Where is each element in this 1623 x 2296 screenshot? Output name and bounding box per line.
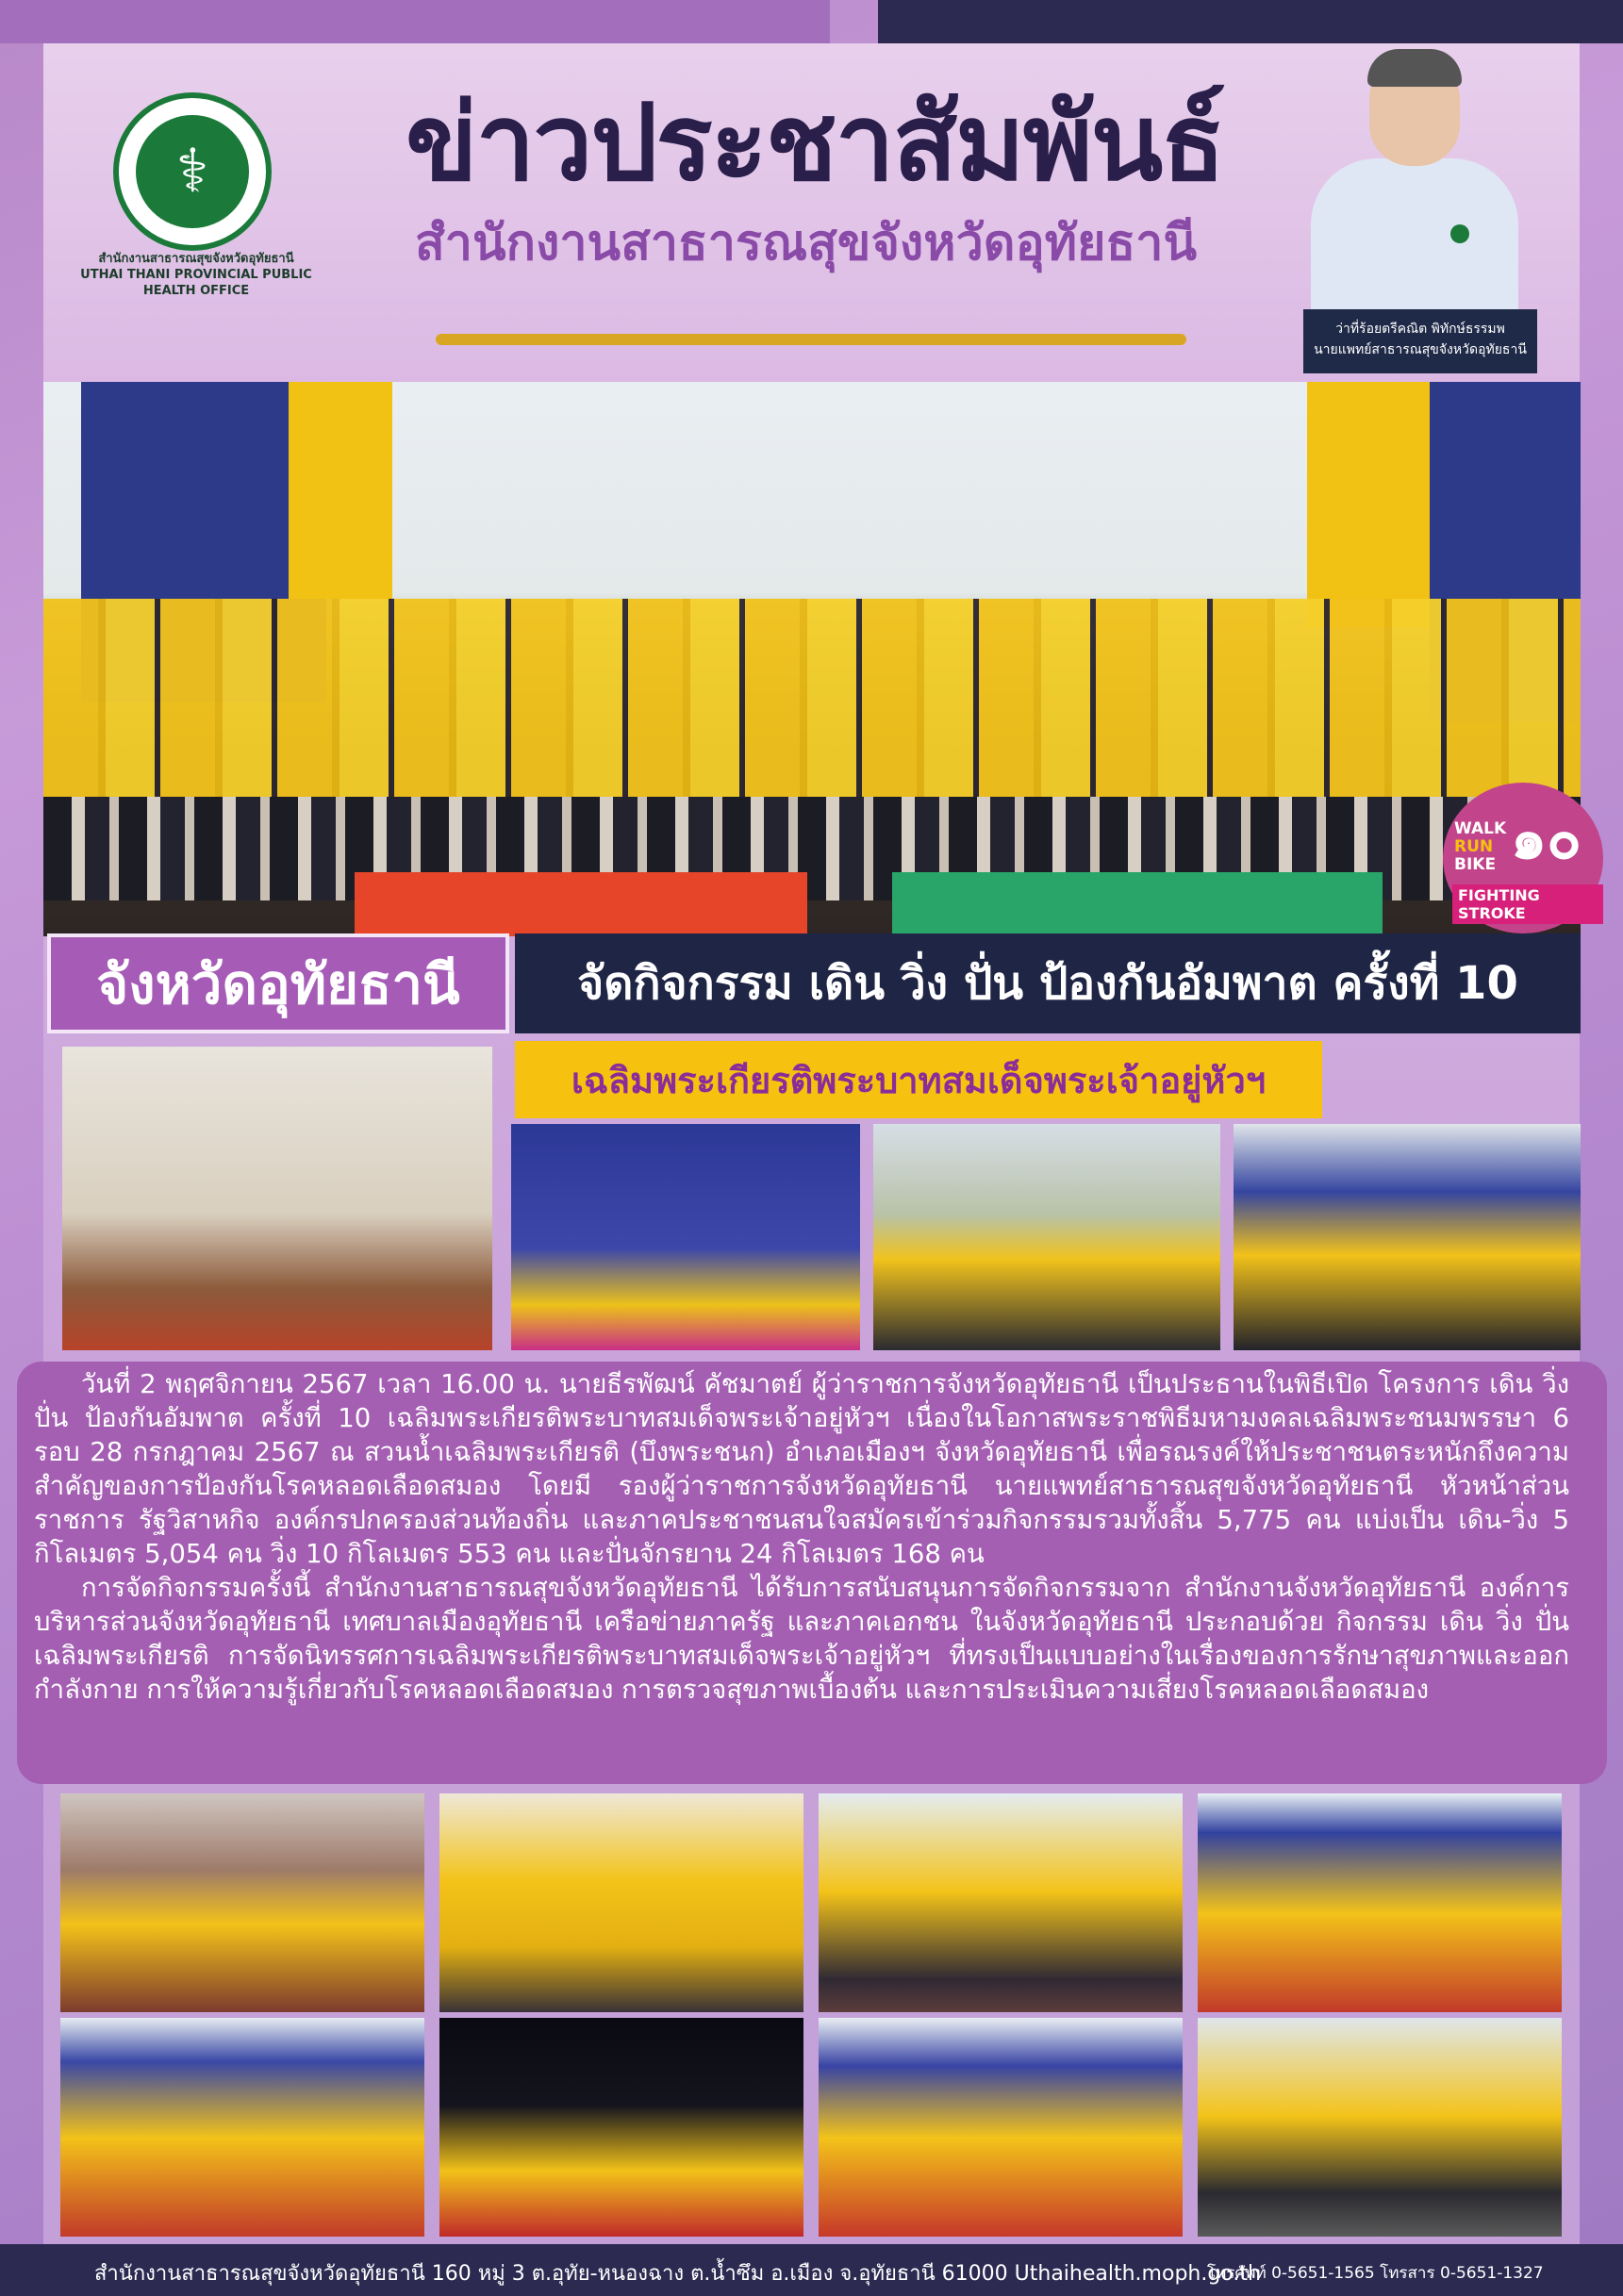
ministry-logo [113,92,272,251]
gallery-photo-start-line [60,2018,424,2237]
participants-group [43,599,1581,797]
main-event-photo [43,382,1581,936]
top-right-band [878,0,1623,43]
green-carpet [892,872,1383,936]
person-title: นายแพทย์สาธารณสุขจังหวัดอุทัยธานี [1314,342,1527,357]
badge-tagline: FIGHTING STROKE [1452,884,1603,924]
portrait-caption [1303,309,1537,373]
photo-officials-badge [873,1124,1220,1350]
gallery-photo-bike-riders [1198,2018,1562,2237]
headline-title: จัดกิจกรรม เดิน วิ่ง ปั่น ป้องกันอัมพาต ครั้งที่ 10 [515,933,1581,1033]
emblem-icon [1450,224,1469,243]
gallery-photo-crowd [439,1793,803,2012]
top-left-band [0,0,830,43]
province-label: จังหวัดอุทัยธานี [47,933,509,1033]
headline-subtitle: เฉลิมพระเกียรติพระบาทสมเด็จพระเจ้าอยู่หัวฯ [515,1041,1322,1118]
page-title: ข่าวประชาสัมพันธ์ [406,82,1224,205]
red-carpet [355,872,807,936]
page-subtitle: สำนักงานสาธารณสุขจังหวัดอุทัยธานี [415,215,1198,272]
walk-run-bike-badge: WALK RUN BIKE ๑๐ FIGHTING STROKE [1443,783,1603,933]
photo-group-stage [1234,1124,1581,1350]
gallery-photo-aerobics [60,1793,424,2012]
photo-ceremony-altar [62,1047,492,1350]
article-body [34,1367,1569,1707]
footer-phone: โทรศัพท์ 0-5651-1565 โทรสาร 0-5651-1327 [1207,2264,1544,2283]
person-name: ว่าที่ร้อยตรีคณิต พิทักษ์ธรรมพ [1335,322,1505,337]
article-paragraph-1: วันที่ 2 พฤศจิกายน 2567 เวลา 16.00 น. นายธีรพัฒน์ คัชมาตย์ ผู้ว่าราชการจังหวัดอุทัยธานี เป็นประธานในพิธีเปิด โครงการ เดิน วิ่ง ปั่น ป้องกันอัมพาต ครั้งที่ 10 เฉลิมพระเกียรติพระบาทสมเด็จพระเจ้าอยู่หัวฯ เนื่องในโอกาสพระราชพิธีมหามงคลเฉลิมพระชนมพรรษา 6 รอบ 28 กรกฎาคม 2567 ณ สวนน้ำเฉลิมพระเกียรติ (บึงพระชนก) อำเภอเมืองฯ จังหวัดอุทัยธานี เพื่อรณรงค์ให้ประชาชนตระหนักถึงความสำคัญของการป้องกันโรคหลอดเลือดสมอง โดยมี รองผู้ว่าราชการจังหวัดอุทัยธานี นายแพทย์สาธารณสุขจังหวัดอุทัยธานี หัวหน้าส่วนราชการ รัฐวิสาหกิจ องค์กรปกครองส่วนท้องถิ่น และภาคประชาชนสนใจสมัครเข้าร่วมกิจกรรมรวมทั้งสิ้น 5,775 คน แบ่งเป็น เดิน-วิ่ง 5 กิโลเมตร 5,054 คน วิ่ง 10 กิโลเมตร 553 คน และปั่นจักรยาน 24 กิโลเมตร 168 คน [34,1369,1569,1569]
article-paragraph-2: การจัดกิจกรรมครั้งนี้ สำนักงานสาธารณสุขจังหวัดอุทัยธานี ได้รับการสนับสนุนการจัดกิจกรรมจาก สำนักงานจังหวัดอุทัยธานี องค์การบริหารส่วนจังหวัดอุทัยธานี เทศบาลเมืองอุทัยธานี เครือข่ายภาครัฐ และภาคเอกชน ในจังหวัดอุทัยธานี ประกอบด้วย กิจกรรม เดิน วิ่ง ปั่นเฉลิมพระเกียรติ การจัดนิทรรศการเฉลิมพระเกียรติพระบาทสมเด็จพระเจ้าอยู่หัวฯ ที่ทรงเป็นแบบอย่างในเรื่องของการรักษาสุขภาพและออกกำลังกาย การให้ความรู้เกี่ยวกับโรคหลอดเลือดสมอง การตรวจสุขภาพเบื้องต้น และการประเมินความเสี่ยงโรคหลอดเลือดสมอง [34,1573,1569,1705]
logo-caption [74,251,319,299]
gallery-photo-start-arch [1198,1793,1562,2012]
title-underline [436,334,1186,345]
badge-number: ๑๐ [1511,806,1582,872]
gallery-photo-night-run [439,2018,803,2237]
gallery-photo-cyclists [819,1793,1183,2012]
caduceus-icon: ⚕ [136,115,249,228]
official-portrait [1311,45,1518,328]
photo-speech [511,1124,860,1350]
logo-caption-en: UTHAI THANI PROVINCIAL PUBLIC HEALTH OFFICE [80,268,312,298]
footer-bar [0,2244,1623,2296]
gallery-photo-runners [819,2018,1183,2237]
footer-address: สำนักงานสาธารณสุขจังหวัดอุทัยธานี 160 หมู่ 3 ต.อุทัย-หนองฉาง ต.น้ำซึม อ.เมือง จ.อุทัยธานี 61000 Uthaihealth.moph.go.th [94,2262,1261,2286]
logo-caption-th: สำนักงานสาธารณสุขจังหวัดอุทัยธานี [98,252,294,266]
